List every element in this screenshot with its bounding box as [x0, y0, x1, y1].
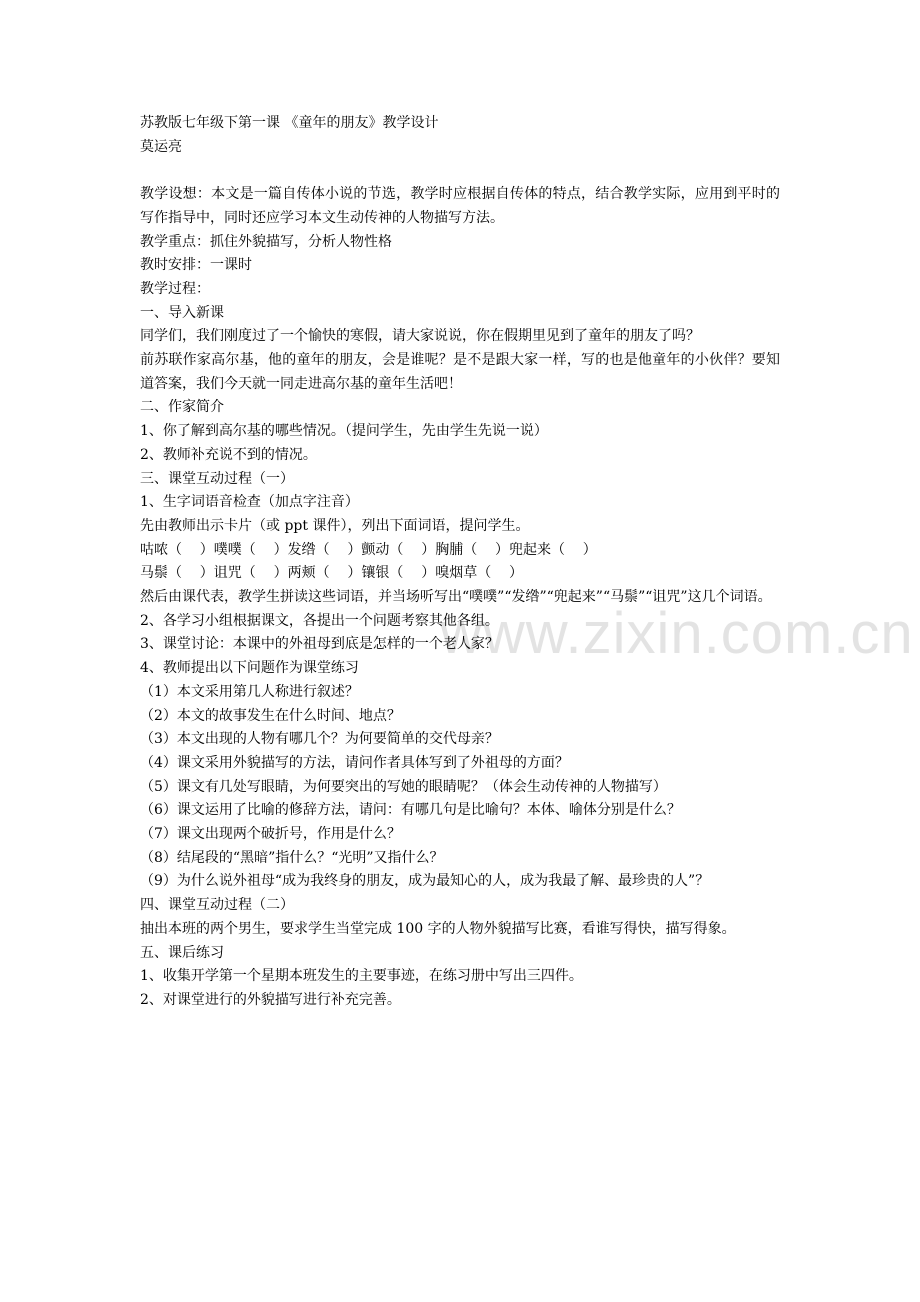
blank-line [140, 159, 780, 183]
process-heading: 教学过程： [140, 280, 210, 297]
question-item: （9）为什么说外祖母“成为我终身的朋友，成为最知心的人，成为我最了解、最珍贵的人”？ [140, 873, 710, 890]
class-schedule: 教时安排：一课时 [140, 257, 252, 274]
list-item: 1、你了解到高尔基的哪些情况。（提问学生，先由学生先说一说） [140, 423, 548, 440]
list-item: 2、各学习小组根据课文，各提出一个问题考察其他各组。 [140, 612, 499, 629]
question-item: （4）课文采用外貌描写的方法，请问作者具体写到了外祖母的方面？ [140, 754, 569, 771]
question-item: （1）本文采用第几人称进行叙述？ [140, 683, 359, 700]
teaching-idea: 教学设想：本文是一篇自传体小说的节选，教学时应根据自传体的特点，结合教学实际，应用到平时的写作指导中，同时还应学习本文生动传神的人物描写方法。 [140, 186, 780, 226]
question-item: （6）课文运用了比喻的修辞方法，请问：有哪几句是比喻句？本体、喻体分别是什么？ [140, 802, 681, 819]
section-heading: 一、导入新课 [140, 304, 224, 321]
question-item: （8）结尾段的“黑暗”指什么？“光明”又指什么？ [140, 849, 444, 866]
teaching-focus: 教学重点：抓住外貌描写，分析人物性格 [140, 233, 392, 250]
question-item: （2）本文的故事发生在什么时间、地点？ [140, 707, 401, 724]
question-item: （3）本文出现的人物有哪几个？为何要简单的交代母亲？ [140, 731, 499, 748]
document-author: 莫运亮 [140, 138, 182, 155]
list-item: 1、收集开学第一个星期本班发生的主要事迹，在练习册中写出三四件。 [140, 968, 583, 985]
watermark: www.zixin.com.cn [440, 601, 914, 666]
body-line: 同学们，我们刚度过了一个愉快的寒假，请大家说说，你在假期里见到了童年的朋友了吗？ [140, 328, 700, 345]
list-item: 2、教师补充说不到的情况。 [140, 446, 317, 463]
question-item: （7）课文出现两个破折号，作用是什么？ [140, 826, 401, 843]
body-paragraph: 抽出本班的两个男生，要求学生当堂完成 100 字的人物外貌描写比赛，看谁写得快，描写得象。 [140, 920, 736, 937]
list-item: 3、课堂讨论：本课中的外祖母到底是怎样的一个老人家？ [140, 636, 499, 653]
vocab-line: 咕哝（ ）噗噗（ ）发绺（ ）颤动（ ）胸脯（ ）兜起来（ ） [140, 541, 597, 558]
list-item: 2、对课堂进行的外貌描写进行补充完善。 [140, 992, 401, 1008]
list-item: 1、生字词语音检查（加点字注音） [140, 494, 359, 511]
section-heading: 五、课后练习 [140, 944, 224, 961]
question-item: （5）课文有几处写眼睛，为何要突出的写她的眼睛呢？（体会生动传神的人物描写） [140, 778, 667, 795]
body-paragraph: 前苏联作家高尔基，他的童年的朋友，会是谁呢？是不是跟大家一样，写的也是他童年的小伙伴？要知道答案，我们今天就一同走进高尔基的童年生活吧！ [140, 352, 780, 392]
section-heading: 三、课堂互动过程（一） [140, 470, 294, 487]
vocab-line: 马鬃（ ）诅咒（ ）两颊（ ）镶银（ ）嗅烟草（ ） [140, 565, 524, 582]
list-item: 4、教师提出以下问题作为课堂练习 [140, 660, 359, 677]
section-heading: 四、课堂互动过程（二） [140, 897, 294, 914]
document-title: 苏教版七年级下第一课 《童年的朋友》教学设计 [140, 115, 439, 131]
body-line: 先由教师出示卡片（或 ppt 课件），列出下面词语，提问学生。 [140, 517, 530, 534]
body-paragraph: 然后由课代表，教学生拼读这些词语，并当场听写出“噗噗”“发绺”“兜起来”“马鬃”“诅咒”这几个词语。 [140, 589, 772, 606]
section-heading: 二、作家简介 [140, 399, 224, 416]
document-body [140, 112, 780, 1013]
